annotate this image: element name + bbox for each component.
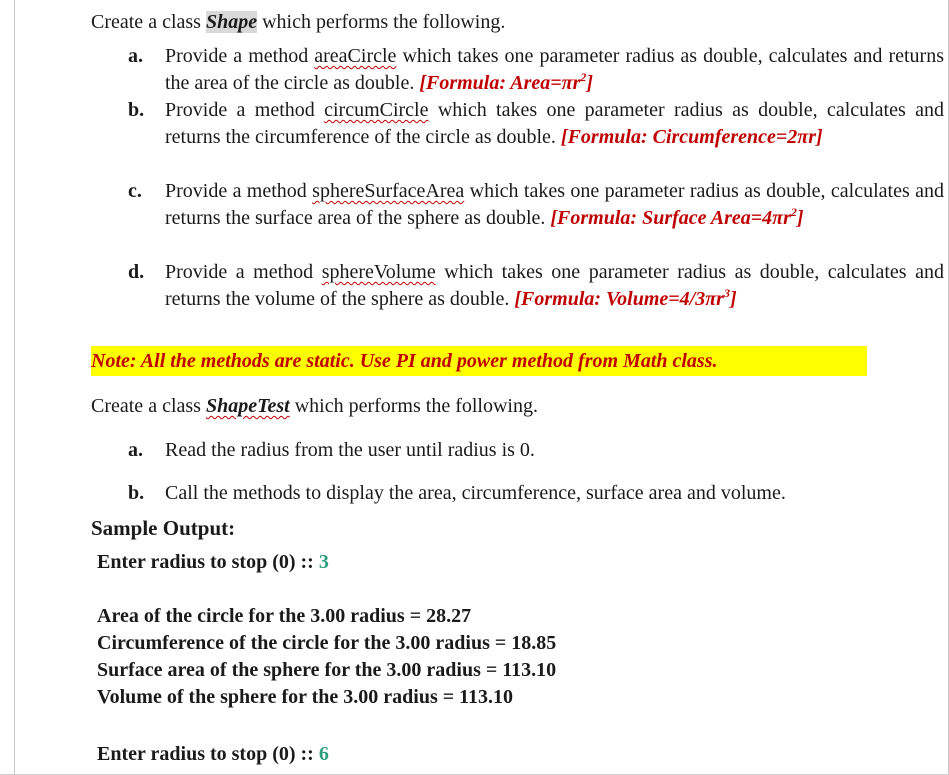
- item-body: Provide a method sphereVolume which takes one parameter radius as double, calculates and returns the volume of the sphere as double. [Formula: $Volume=4/3\pi r^3$]: [165, 261, 944, 310]
- item-letter: d.: [128, 261, 145, 283]
- shape-item-c: [128, 178, 944, 259]
- prompt-line-2: Enter radius to stop (0) :: 6: [97, 743, 329, 765]
- shape-intro: [91, 9, 505, 36]
- method-name: areaCircle: [314, 45, 397, 67]
- output-block: [97, 603, 556, 711]
- formula: [Formula: Surface $Area=4\pi r^2$]: [550, 205, 804, 229]
- shapetest-item-a: a. Read the radius from the user until radius is 0.: [128, 439, 535, 461]
- class-name-shapetest: ShapeTest: [205, 395, 290, 417]
- method-name: sphereVolume: [321, 261, 436, 283]
- shape-item-d: [128, 259, 944, 340]
- shape-item-b: [128, 97, 944, 178]
- item-letter: b.: [128, 99, 145, 121]
- prompt-line-1: Enter radius to stop (0) :: 3: [97, 551, 329, 573]
- input-value: 3: [318, 551, 329, 573]
- formula: [Formula: Circumference=2πr]: [560, 126, 823, 148]
- formula: [Formula: $Volume=4/3\pi r^3$]: [514, 286, 737, 310]
- method-name: circumCircle: [324, 99, 429, 121]
- intro-prefix: Create a class: [91, 11, 206, 33]
- item-body: Provide a method areaCircle which takes one parameter radius as double, calculates and returns the area of the circle as double. [Formula: $Area=\pi r^2$]: [165, 45, 944, 94]
- output-line-circumference: Circumference of the circle for the 3.00 radius = 18.85: [97, 632, 557, 654]
- shape-item-a: [128, 43, 944, 97]
- method-name: sphereSurfaceArea: [312, 180, 465, 202]
- sample-output-heading: Sample Output:: [91, 516, 236, 540]
- shapetest-item-b: b. Call the methods to display the area, circumference, surface area and volume.: [128, 482, 786, 504]
- output-line-surface-area: Surface area of the sphere for the 3.00 radius = 113.10: [97, 659, 557, 681]
- intro-suffix: which performs the following.: [257, 11, 506, 33]
- input-value: 6: [318, 743, 329, 765]
- formula: [Formula: $Area=\pi r^2$]: [419, 70, 594, 94]
- output-line-area: Area of the circle for the 3.00 radius = 28.27: [97, 605, 472, 627]
- output-line-volume: Volume of the sphere for the 3.00 radius = 113.10: [97, 686, 514, 708]
- item-letter: a.: [128, 45, 143, 67]
- left-margin-rule: [14, 0, 15, 775]
- class-name-shape: Shape: [205, 11, 258, 33]
- static-methods-note: Note: All the methods are static. Use PI and power method from Math class.: [91, 346, 867, 376]
- shapetest-intro: Create a class ShapeTest which performs the following.: [91, 395, 538, 417]
- item-letter: c.: [128, 180, 142, 202]
- item-body: Provide a method circumCircle which takes one parameter radius as double, calculates and returns the circumference of the circle as double. [Formula: Circumference=2πr]: [165, 99, 944, 148]
- item-body: Provide a method sphereSurfaceArea which takes one parameter radius as double, calculates and returns the surface area of the sphere as double. [Formula: Surface $Area=4\pi r^2$]: [165, 180, 944, 229]
